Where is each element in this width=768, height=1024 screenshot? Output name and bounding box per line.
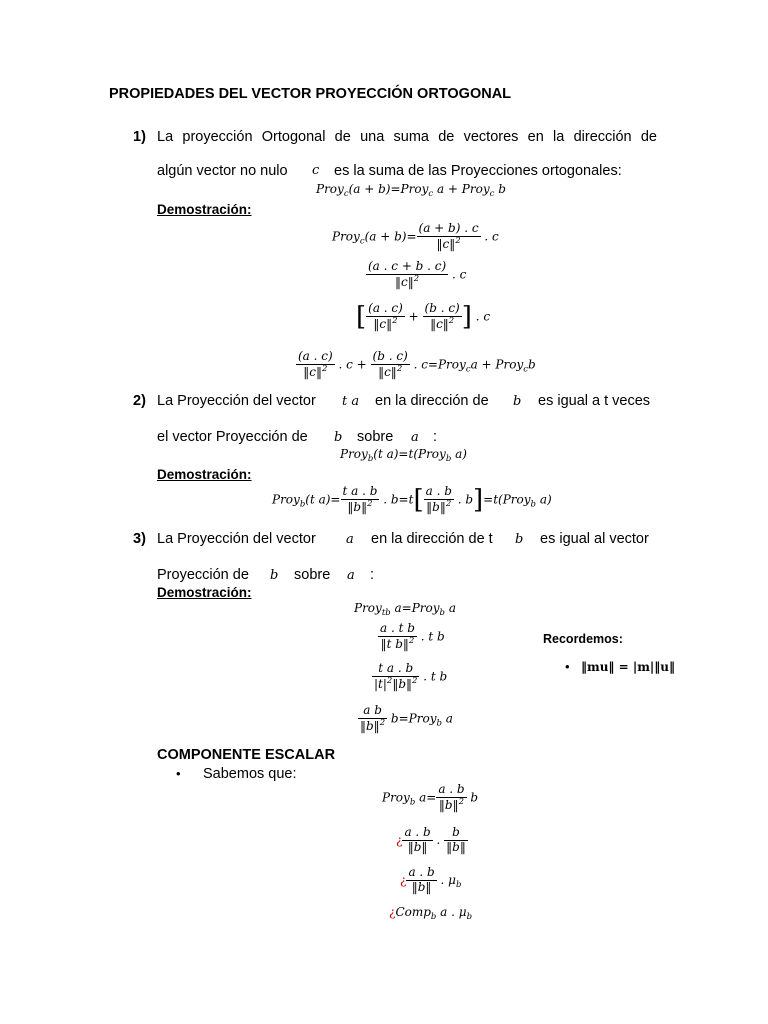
item-1-proof-line-4: $\frac{(a . c)}{‖c‖^2}$ . c + $\frac{(b . c)}{‖c‖^2}$ . c=Proy$_c$a + Proy$_c$b [298, 349, 536, 379]
item-3-line2-a: Proyección de [157, 567, 249, 583]
item-1-demo-label: Demostración: [157, 202, 252, 217]
item-3-proof-line-2: $\frac{\text{a . t b}}{‖t b‖^2}$ . t b [380, 621, 445, 651]
item-1-line2-post: es la suma de las Proyecciones ortogonales: [334, 163, 622, 179]
recall-label: Recordemos: [543, 632, 623, 646]
item-3-proof-line-3: $\frac{\text{t a . b}}{|t|^2‖b‖^2}$ . t b [374, 661, 448, 691]
item-2-var-a: a [411, 430, 419, 445]
page-title: PROPIEDADES DEL VECTOR PROYECCIÓN ORTOGONAL [109, 86, 512, 102]
item-2-line2-b: sobre [357, 429, 394, 445]
item-3-line1-b: en la dirección de t [371, 531, 493, 547]
scalar-heading: COMPONENTE ESCALAR [157, 747, 336, 763]
item-3-var-a2: a [347, 568, 355, 583]
item-3-line2-c: : [370, 567, 375, 583]
scalar-line-1: Proy$_b$ a= $\frac{a . b}{‖b‖^2}$ b [382, 782, 479, 812]
item-2-line2-a: el vector Proyección de [157, 429, 308, 445]
item-1-statement-formula: Proy$_c$(a + b)=Proy$_c$ a + Proy$_c$ b [316, 182, 506, 199]
item-2-demo-label: Demostración: [157, 467, 252, 482]
item-1-proof-line-1: Proy$_c$(a + b)= $\frac{(a + b) . c}{‖c‖^2}$ . c [332, 221, 499, 251]
item-1-var-c: c [312, 163, 320, 178]
scalar-line-2: ¿ $\frac{a . b}{‖b‖}$ . $\frac{b}{‖b‖}$ [396, 825, 466, 854]
item-3-line1-c: es igual al vector [540, 531, 649, 547]
item-3-demo-label: Demostración: [157, 585, 252, 600]
recall-bullet: • [565, 659, 570, 674]
item-2-var-ta: t a [342, 394, 360, 409]
item-1-proof-line-2: $\frac{(a . c + b . c)}{‖c‖^2}$ . c [368, 259, 467, 289]
item-1-number: 1) [133, 129, 146, 145]
item-2-var-b: b [513, 394, 522, 409]
item-3-var-a: a [346, 532, 354, 547]
item-2-var-b2: b [334, 430, 343, 445]
item-3-line1-a: La Proyección del vector [157, 531, 316, 547]
item-3-var-b: b [515, 532, 524, 547]
item-3-line2-b: sobre [294, 567, 331, 583]
item-3-proof-line-1: Proy$_{tb}$ a=Proy$_b$ a [354, 601, 456, 618]
item-1-line2-pre: algún vector no nulo [157, 163, 288, 179]
item-2-line1-a: La Proyección del vector [157, 393, 316, 409]
item-1-proof-line-3: [ $\frac{(a . c)}{‖c‖^2}$ + $\frac{(b . c)}{‖c‖^2}$ ] . c [356, 301, 491, 332]
item-2-line1-b: en la dirección de [375, 393, 489, 409]
recall-formula: ‖mu‖ = |m|‖u‖ [581, 660, 675, 674]
item-2-proof-line: Proy$_b$(t a)= $\frac{\text{t a . b}}{‖b‖^2}$ . b=t[ $\frac{a . b}{‖b‖^2}$ . b]=t(Proy$_b$ a) [272, 484, 552, 515]
item-2-line1-c: es igual a t veces [538, 393, 651, 409]
item-2-line2-c: : [433, 429, 438, 445]
scalar-bullet-text: Sabemos que: [203, 766, 297, 782]
item-2-statement-formula: Proy$_b$(t a)=t(Proy$_b$ a) [340, 447, 467, 464]
item-3-number: 3) [133, 531, 146, 547]
scalar-line-3: ¿ $\frac{a . b}{‖b‖}$ . $\mu_b$ [400, 865, 462, 894]
item-3-var-b2: b [270, 568, 279, 583]
item-3-proof-line-4: $\frac{\text{a b}}{‖b‖^2}$ b=Proy$_b$ a [360, 703, 453, 733]
item-1-line1: La proyección Ortogonal de una suma de vectores en la dirección de [157, 129, 657, 145]
scalar-line-4: ¿Comp$_b$ a . $\mu_b$ [389, 905, 473, 922]
scalar-bullet-dot: • [176, 766, 181, 781]
item-2-number: 2) [133, 393, 146, 409]
